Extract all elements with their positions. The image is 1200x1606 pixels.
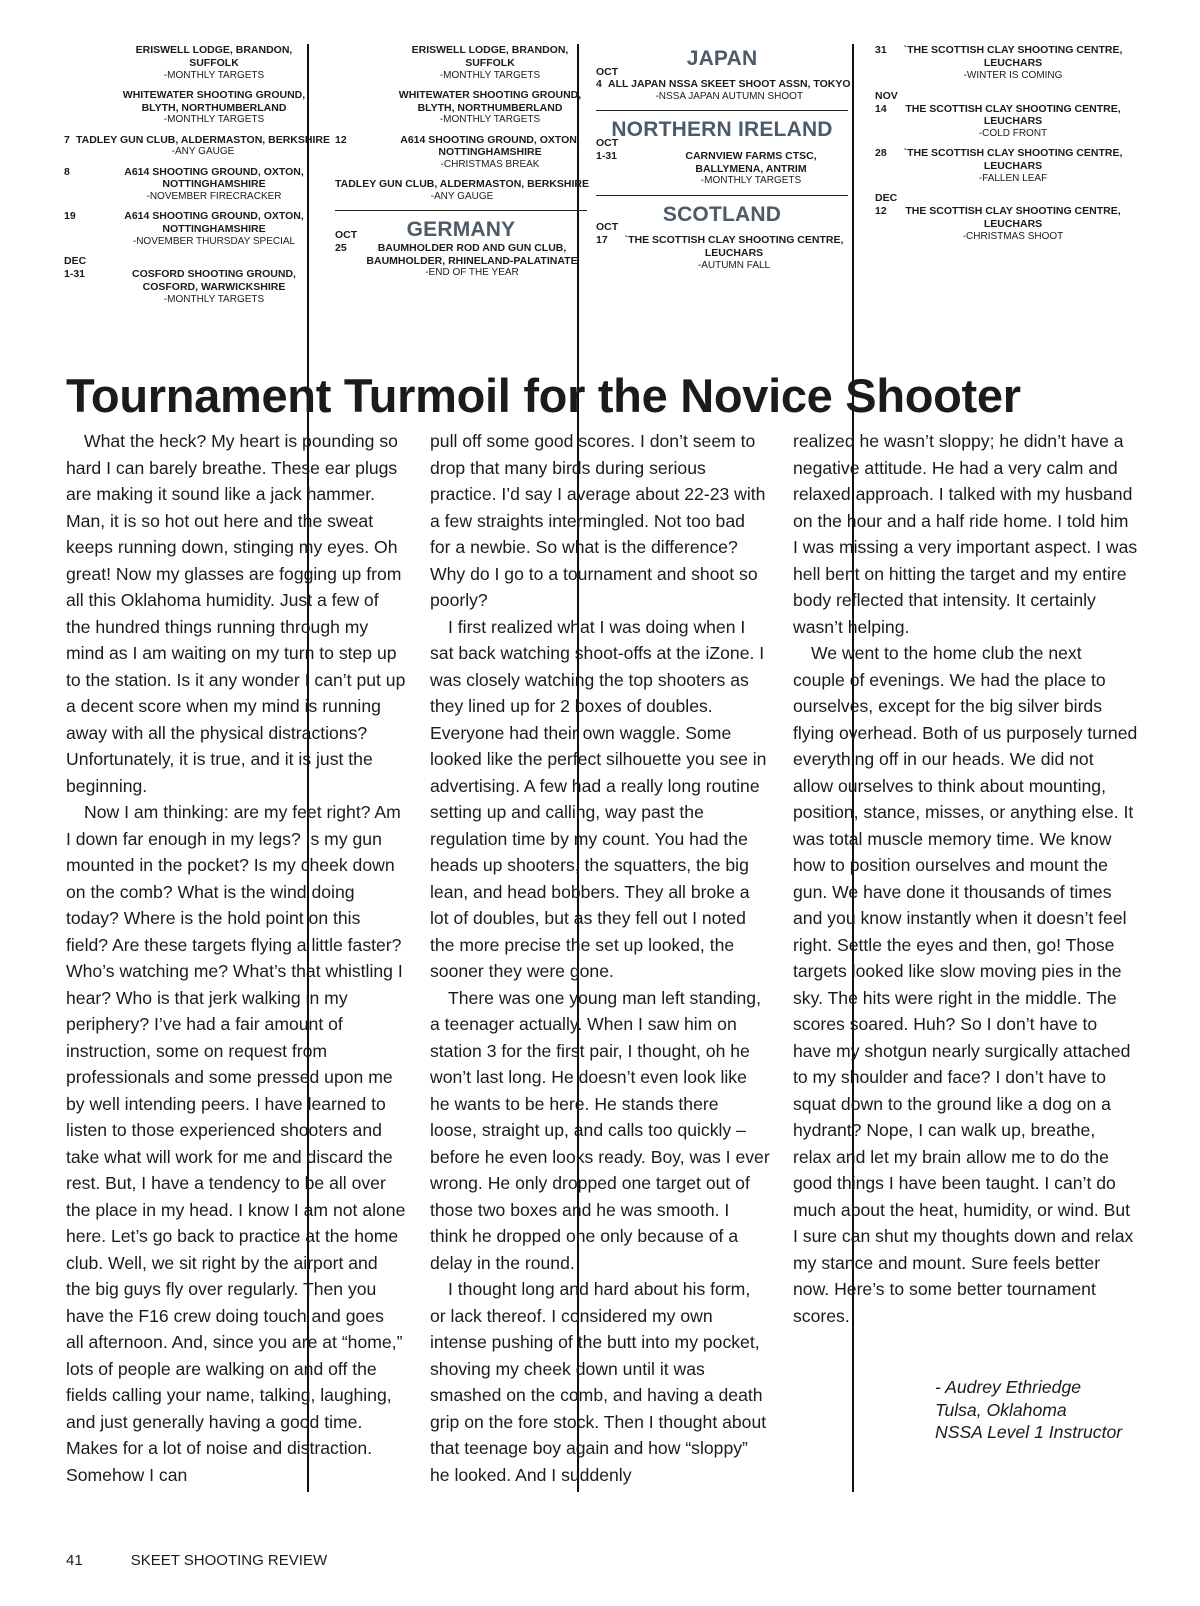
event-location: `THE SCOTTISH CLAY SHOOTING CENTRE, LEUCHARS xyxy=(903,147,1123,173)
paragraph: realized he wasn’t sloppy; he didn’t have a negative attitude. He had a very calm and relaxed approach. I talked with my husband on the hour and a half ride home. I told him I was missing a very important aspect. I was hell bent on hitting the target and my entire body reflected that intensity. It certainly wasn’t helping. xyxy=(793,431,1138,637)
schedule-event xyxy=(596,78,851,103)
event-location: ALL JAPAN NSSA SKEET SHOOT ASSN, TOKYO xyxy=(608,78,851,91)
schedule-event xyxy=(335,134,587,172)
author-signature xyxy=(935,1376,1122,1444)
schedule-event xyxy=(596,234,848,272)
month-label: OCT xyxy=(596,221,619,234)
country-heading: GERMANY xyxy=(406,218,516,242)
schedule-event xyxy=(335,89,587,127)
article-column-1 xyxy=(66,428,406,1488)
paragraph: pull off some good scores. I don’t seem to drop that many birds during serious practice. I’d say I average about 22-23 with a few straights intermingled. Not too bad for a newbie. So what is the difference? Why do I go to a tournament and shoot so poorly? xyxy=(430,431,766,610)
schedule-event xyxy=(64,89,306,127)
event-name: -NSSA JAPAN AUTUMN SHOOT xyxy=(655,91,804,103)
event-location: WHITEWATER SHOOTING GROUND, BLYTH, NORTHUMBERLAND xyxy=(398,88,582,114)
event-name: -MONTHLY TARGETS xyxy=(700,175,802,187)
paragraph: There was one young man left standing, a teenager actually. When I saw him on station 3 for the first pair, I thought, oh he won’t last long. He doesn’t even look like he wants to be here. He stands there loose, straight up, and calls too quickly – before he even looks ready. Boy, was I ever wrong. He only dropped one target out of those two boxes and he was smooth. I think he dropped one only because of a delay in the round. xyxy=(430,987,770,1273)
month-label: DEC xyxy=(64,255,87,268)
schedule-column-4 xyxy=(875,44,1125,250)
publication-name: SKEET SHOOTING REVIEW xyxy=(130,1552,328,1569)
event-location: `THE SCOTTISH CLAY SHOOTING CENTRE, LEUCHARS xyxy=(624,233,844,259)
schedule-event xyxy=(875,44,1125,82)
event-name: -NOVEMBER THURSDAY SPECIAL xyxy=(132,235,296,247)
event-name: -CHRISTMAS SHOOT xyxy=(962,230,1064,242)
event-date: 17 xyxy=(596,233,608,246)
schedule-event xyxy=(64,210,306,248)
schedule-event xyxy=(596,150,848,188)
event-name: -END OF THE YEAR xyxy=(425,267,519,279)
event-name: -MONTHLY TARGETS xyxy=(163,69,265,81)
schedule-event xyxy=(335,178,587,203)
event-location: CARNVIEW FARMS CTSC, BALLYMENA, ANTRIM xyxy=(685,149,817,175)
month-label: OCT xyxy=(335,228,358,241)
schedule-event xyxy=(64,133,330,159)
month-label: NOV xyxy=(875,89,898,102)
event-name: -WINTER IS COMING xyxy=(963,69,1063,81)
event-date xyxy=(64,89,122,127)
country-heading: NORTHERN IRELAND xyxy=(611,118,833,142)
schedule-event xyxy=(875,205,1125,243)
event-name: -MONTHLY TARGETS xyxy=(163,114,265,126)
schedule-event xyxy=(335,44,587,82)
country-heading: JAPAN xyxy=(686,47,758,70)
month-label: DEC xyxy=(875,192,898,205)
event-name: -MONTHLY TARGETS xyxy=(439,69,541,81)
schedule-column-3 xyxy=(596,44,851,279)
country-heading: SCOTLAND xyxy=(662,202,782,226)
event-location: A614 SHOOTING GROUND, OXTON, NOTTINGHAMSHIRE xyxy=(124,165,304,191)
event-name: -AUTUMN FALL xyxy=(697,259,771,271)
event-date: 14 xyxy=(875,102,887,115)
schedule-event xyxy=(875,147,1125,185)
event-date: 7 xyxy=(64,133,70,146)
event-date: 4 xyxy=(596,78,602,91)
schedule-event xyxy=(335,242,587,280)
event-name: -ANY GAUGE xyxy=(171,146,235,158)
event-date: 31 xyxy=(875,44,887,56)
event-location: A614 SHOOTING GROUND, OXTON, NOTTINGHAMSHIRE xyxy=(400,133,580,159)
event-date xyxy=(335,89,393,127)
event-date: 25 xyxy=(335,241,347,254)
event-date: 28 xyxy=(875,147,887,160)
event-name: -ANY GAUGE xyxy=(430,191,494,203)
author-city: Tulsa, Oklahoma xyxy=(935,1399,1067,1420)
paragraph: I thought long and hard about his form, or lack thereof. I considered my own intense pushing of the butt into my pocket, shoving my cheek down until it was smashed on the comb, and having a death grip on the fore stock. Then I thought about that teenage boy again and how “sloppy” he looked. And I suddenly xyxy=(430,1279,767,1485)
section-rule xyxy=(596,110,848,111)
event-location: THE SCOTTISH CLAY SHOOTING CENTRE, LEUCHARS xyxy=(905,204,1121,230)
schedule-event xyxy=(875,103,1125,141)
event-name: -MONTHLY TARGETS xyxy=(439,114,541,126)
event-name: -CHRISTMAS BREAK xyxy=(440,159,540,171)
event-date: 12 xyxy=(875,204,887,217)
event-date: 8 xyxy=(64,165,70,178)
event-location: COSFORD SHOOTING GROUND, COSFORD, WARWICKSHIRE xyxy=(132,267,296,293)
page-footer xyxy=(66,1552,375,1569)
event-date xyxy=(64,44,122,82)
paragraph: Now I am thinking: are my feet right? Am I down far enough in my legs? Is my gun mounted in the pocket? Is my cheek down on the comb? What is the wind doing today? Where is the hold point on this field? Are these targets flying a little faster? Who’s watching me? What’s that whistling I hear? Who is that jerk walking in my periphery? I’ve had a fair amount of instruction, some on request from professionals and some pressed upon me by well intending peers. I have learned to listen to those experienced shooters and take what will work for me and discard the rest. But, I have a tendency to be all over the place in my head. I know I am not alone here. Let’s go back to practice at the home club. Well, we sit right by the airport and the big guys fly over regularly. Then you have the F16 crew doing touch and goes all afternoon. And, since you are at “home,” lots of people are walking on and off the fields calling your name, talking, laughing, and just generally having a good time. Makes for a lot of noise and distraction. Somehow I can xyxy=(66,802,406,1485)
schedule-column-2 xyxy=(335,44,587,287)
schedule-event xyxy=(64,44,306,82)
month-label: OCT xyxy=(596,65,619,78)
schedule-event xyxy=(64,166,306,204)
article-column-3 xyxy=(793,428,1138,1329)
schedule-event xyxy=(64,268,306,306)
event-location: BAUMHOLDER ROD AND GUN CLUB, BAUMHOLDER, RHINELAND-PALATINATE xyxy=(366,241,578,267)
paragraph: I first realized what I was doing when I sat back watching shoot-offs at the iZone. I was closely watching the top shooters as they lined up for 2 boxes of doubles. Everyone had their own waggle. Some looked like the perfect silhouette you see in advertising. A few had a really long routine setting up and calling, way past the regulation time by my count. You had the heads up shooters, the squatters, the big lean, and head bobbers. They all broke a lot of doubles, but as they fell out I noted the more precise the set up looked, the sooner they were gone. xyxy=(430,616,767,981)
event-location: ERISWELL LODGE, BRANDON, SUFFOLK xyxy=(411,44,569,69)
event-name: -NOVEMBER FIRECRACKER xyxy=(146,191,282,203)
event-name: -MONTHLY TARGETS xyxy=(163,293,265,305)
paragraph: What the heck? My heart is pounding so hard I can barely breathe. These ear plugs are making it sound like a jack hammer. Man, it is so hot out here and the sweat keeps running down, stinging my eyes. Oh great! Now my glasses are fogging up from all this Oklahoma humidity. Just a few of the hundred things running through my mind as I am waiting on my turn to step up to the station. Is it any wonder I can’t put up a decent score when my mind is running away with all the physical distractions? Unfortunately, it is true, and it is just the beginning. xyxy=(66,431,406,796)
event-date: 12 xyxy=(335,133,347,146)
section-rule xyxy=(335,210,587,211)
event-name: -COLD FRONT xyxy=(978,128,1048,140)
author-name: - Audrey Ethriedge xyxy=(935,1377,1082,1397)
event-date xyxy=(335,44,393,82)
event-location: `THE SCOTTISH CLAY SHOOTING CENTRE, LEUCHARS xyxy=(903,44,1123,69)
event-location: TADLEY GUN CLUB, ALDERMASTON, BERKSHIRE xyxy=(76,133,330,146)
event-date: 1-31 xyxy=(596,149,618,162)
event-location: WHITEWATER SHOOTING GROUND, BLYTH, NORTHUMBERLAND xyxy=(122,88,306,114)
event-location: TADLEY GUN CLUB, ALDERMASTON, BERKSHIRE xyxy=(335,178,589,191)
event-location: A614 SHOOTING GROUND, OXTON, NOTTINGHAMSHIRE xyxy=(124,210,304,236)
author-role: NSSA Level 1 Instructor xyxy=(935,1422,1123,1442)
month-label: OCT xyxy=(596,137,619,149)
event-location: THE SCOTTISH CLAY SHOOTING CENTRE, LEUCHARS xyxy=(905,102,1121,128)
paragraph: We went to the home club the next couple of evenings. We had the place to ourselves, except for the big silver birds flying overhead. Both of us purposely turned everything off in our heads. We did not allow ourselves to think about mounting, position, stance, misses, or anything else. It was total muscle memory time. We know how to position ourselves and mount the gun. We have done it thousands of times and you know instantly when it doesn’t feel right. Settle the eyes and then, go! Those targets looked like slow moving pies in the sky. The hits were right in the middle. The scores soared. Huh? So I don’t have to have my shotgun nearly surgically attached to my shoulder and face? I don’t have to squat down to the ground like a dog on a hydrant? Nope, I can walk up, breathe, relax and let my brain allow me to do the good things I have been taught. I can’t do much about the heat, humidity, or wind. But I sure can shut my thoughts down and relax my stance and mount. Sure feels better now. Here’s to some better tournament scores. xyxy=(793,643,1138,1326)
article-title: Tournament Turmoil for the Novice Shooter xyxy=(66,369,1021,422)
page-number: 41 xyxy=(66,1552,83,1569)
event-date: 19 xyxy=(64,210,76,223)
schedule-column-1 xyxy=(64,44,330,313)
event-date: 1-31 xyxy=(64,267,86,280)
event-name: -FALLEN LEAF xyxy=(978,172,1048,184)
article-column-2 xyxy=(430,428,770,1488)
event-location: ERISWELL LODGE, BRANDON, SUFFOLK xyxy=(135,44,293,69)
section-rule xyxy=(596,195,848,196)
